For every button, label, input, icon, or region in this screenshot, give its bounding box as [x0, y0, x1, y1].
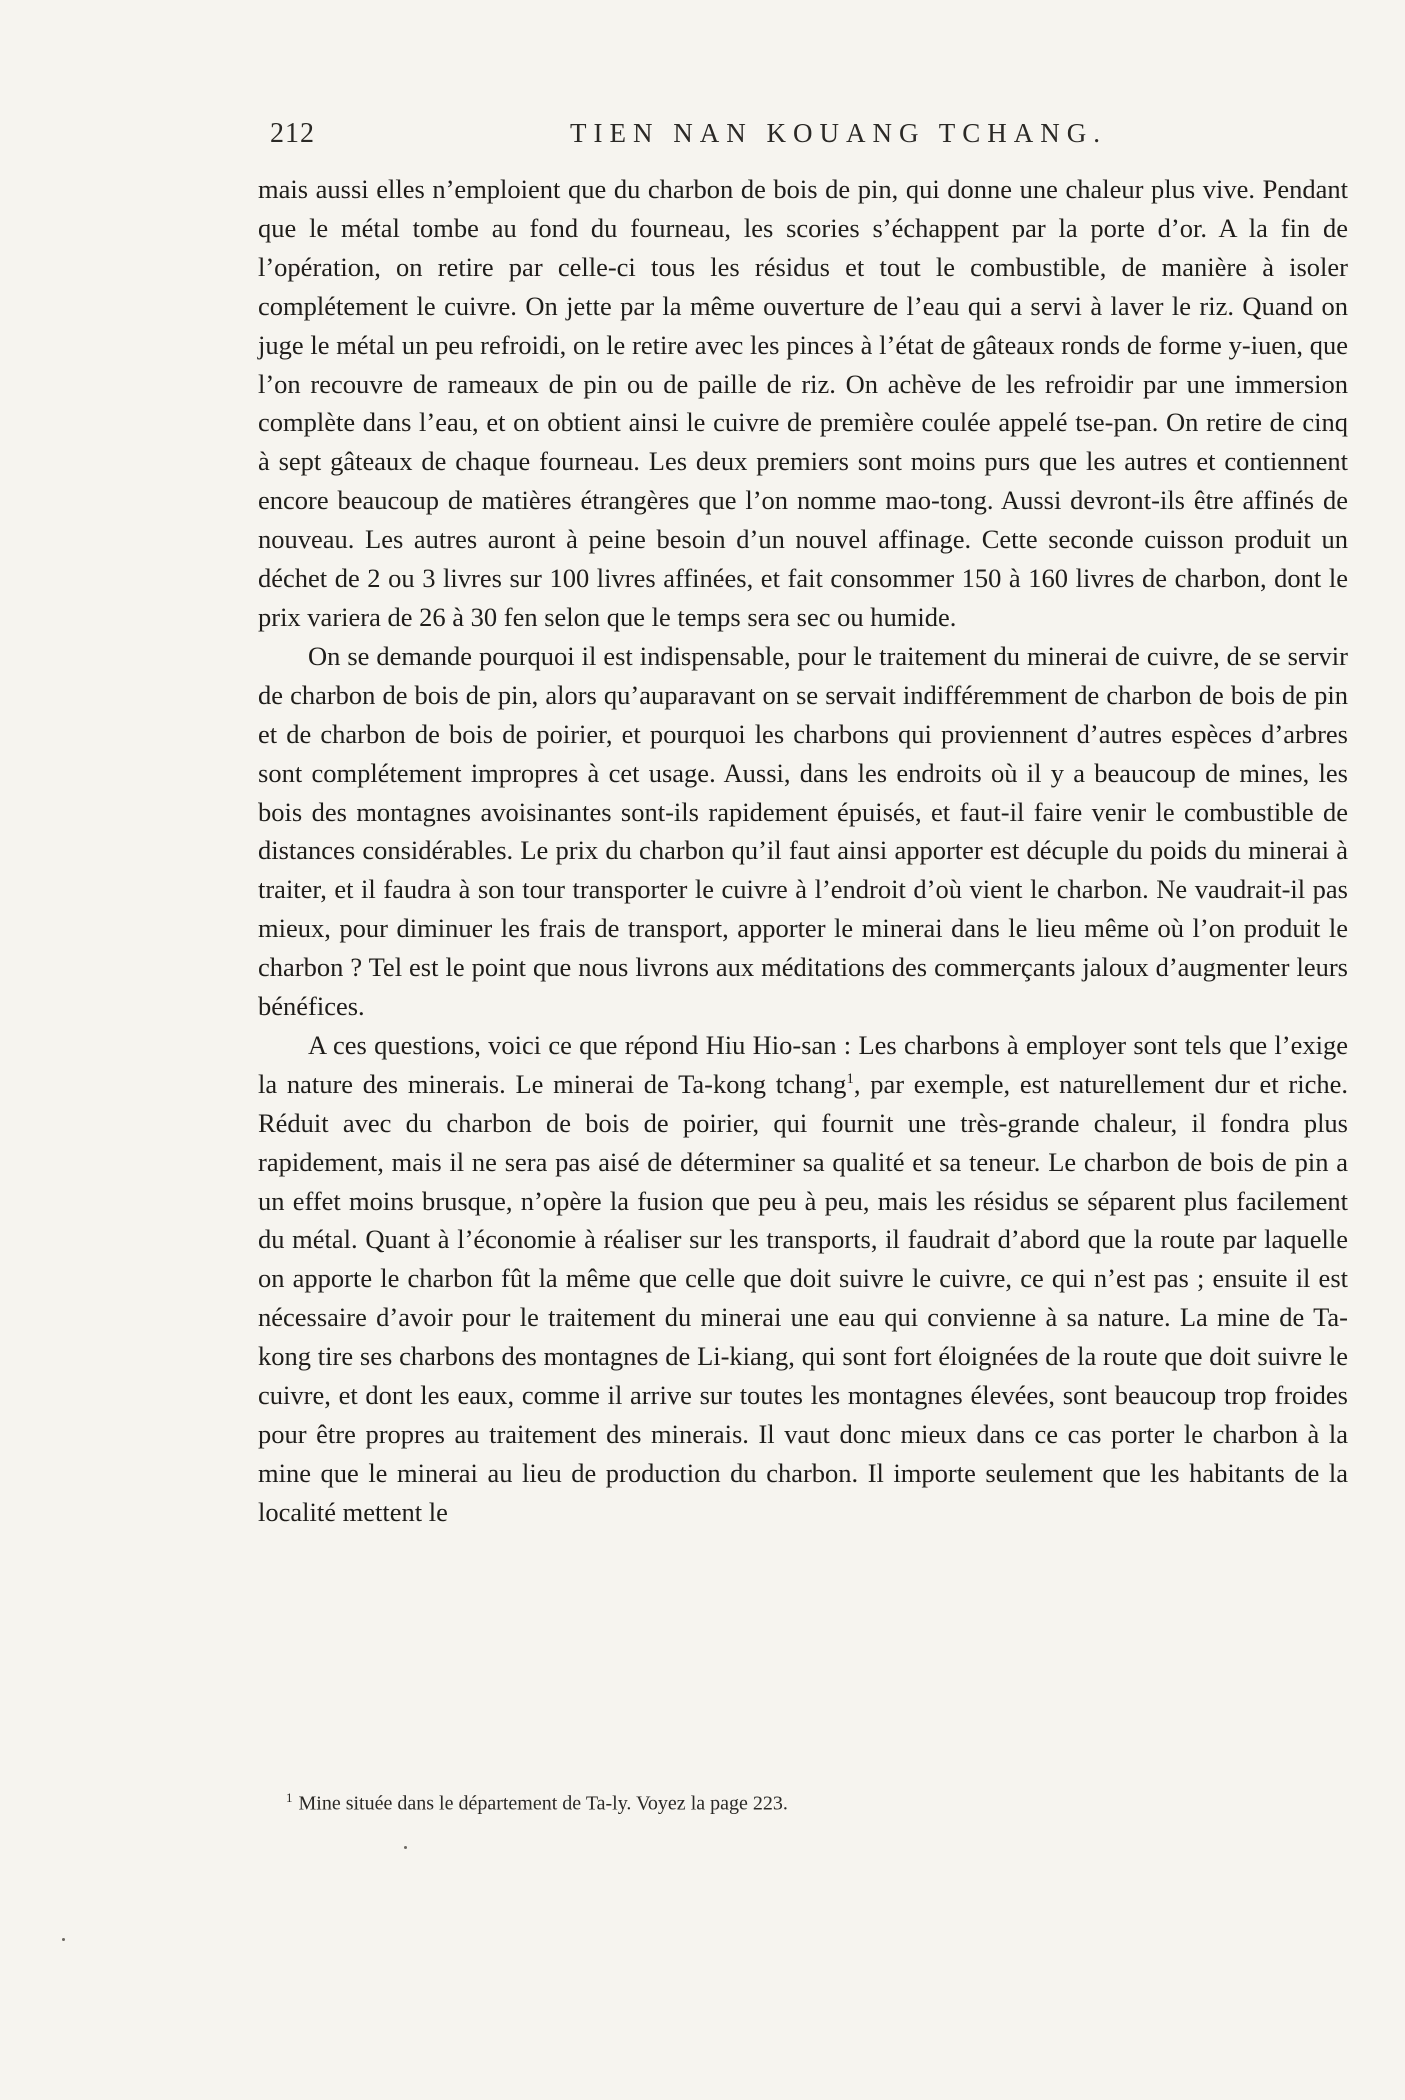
- footnote-reference[interactable]: 1: [846, 1071, 854, 1088]
- paragraph-3: [258, 1026, 1348, 1532]
- paragraph-2: On se demande pourquoi il est indispensable, pour le traitement du minerai de cuivre, de se servir de charbon de bois de pin, alors qu’auparavant on se servait indifféremment de charbon de bois de pin et de charbon de bois de poirier, et pourquoi les charbons qui proviennent d’autres espèces d’arbres sont complétement impropres à cet usage. Aussi, dans les endroits où il y a beaucoup de mines, les bois des montagnes avoisinantes sont-ils rapidement épuisés, et faut-il faire venir le combustible de distances considérables. Le prix du charbon qu’il faut ainsi apporter est décuple du poids du minerai à traiter, et il faudra à son tour transporter le cuivre à l’endroit d’où vient le charbon. Ne vaudrait-il pas mieux, pour diminuer les frais de transport, apporter le minerai dans le lieu même où l’on produit le charbon ? Tel est le point que nous livrons aux méditations des commerçants jaloux d’augmenter leurs bénéfices.: [258, 640, 1348, 1022]
- running-title: TIEN NAN KOUANG TCHANG.: [570, 118, 1107, 148]
- footnote-marker: 1: [286, 1790, 293, 1805]
- paragraph-3-part-2: , par exemple, est naturellement dur et riche. Réduit avec du charbon de bois de poirier, qui fournit une très-grande chaleur, il fondra plus rapidement, mais il ne sera pas aisé de déterminer sa qualité et sa teneur. Le charbon de bois de pin a un effet moins brusque, n’opère la fusion que peu à peu, mais les résidus se séparent plus facilement du métal. Quant à l’économie à réaliser sur les transports, il faudrait d’abord que la route par laquelle on apporte le charbon fût la même que celle que doit suivre le cuivre, ce qui n’est pas ; ensuite il est nécessaire d’avoir pour le traitement du minerai une eau qui convienne à sa nature. La mine de Ta-kong tire ses charbons des montagnes de Li-kiang, qui sont fort éloignées de la route que doit suivre le cuivre, et dont les eaux, comme il arrive sur toutes les montagnes élevées, sont beaucoup trop froides pour être propres au traitement des minerais. Il vaut donc mieux dans ce cas porter le charbon à la mine que le minerai au lieu de production du charbon. Il importe seulement que les habitants de la localité mettent le: [258, 1068, 1348, 1527]
- footnote-text: Mine située dans le département de Ta-ly. Voyez la page 223.: [298, 1792, 788, 1815]
- body-text: [258, 170, 1348, 1532]
- page-header: [270, 118, 1346, 158]
- page-number: 212: [270, 118, 315, 149]
- paragraph-1: mais aussi elles n’emploient que du charbon de bois de pin, qui donne une chaleur plus vive. Pendant que le métal tombe au fond du fourneau, les scories s’échappent par la porte d’or. A la fin de l’opération, on retire par celle-ci tous les résidus et tout le combustible, de manière à isoler complétement le cuivre. On jette par la même ouverture de l’eau qui a servi à laver le riz. Quand on juge le métal un peu refroidi, on le retire avec les pinces à l’état de gâteaux ronds de forme y-iuen, que l’on recouvre de rameaux de pin ou de paille de riz. On achève de les refroidir par une immersion complète dans l’eau, et on obtient ainsi le cuivre de première coulée appelé tse-pan. On retire de cinq à sept gâteaux de chaque fourneau. Les deux premiers sont moins purs que les autres et contiennent encore beaucoup de matières étrangères que l’on nomme mao-tong. Aussi devront-ils être affinés de nouveau. Les autres auront à peine besoin d’un nouvel affinage. Cette seconde cuisson produit un déchet de 2 ou 3 livres sur 100 livres affinées, et fait consommer 150 à 160 livres de charbon, dont le prix variera de 26 à 30 fen selon que le temps sera sec ou humide.: [258, 174, 1348, 632]
- print-speck: [62, 1938, 65, 1941]
- footnote: [286, 1790, 1286, 1816]
- paragraph-3-part-1: A ces questions, voici ce que répond Hiu Hio-san : Les charbons à employer sont tels que l’exige la nature des minerais. Le minerai de Ta-kong tchang: [258, 1029, 1348, 1099]
- print-speck: [404, 1846, 407, 1849]
